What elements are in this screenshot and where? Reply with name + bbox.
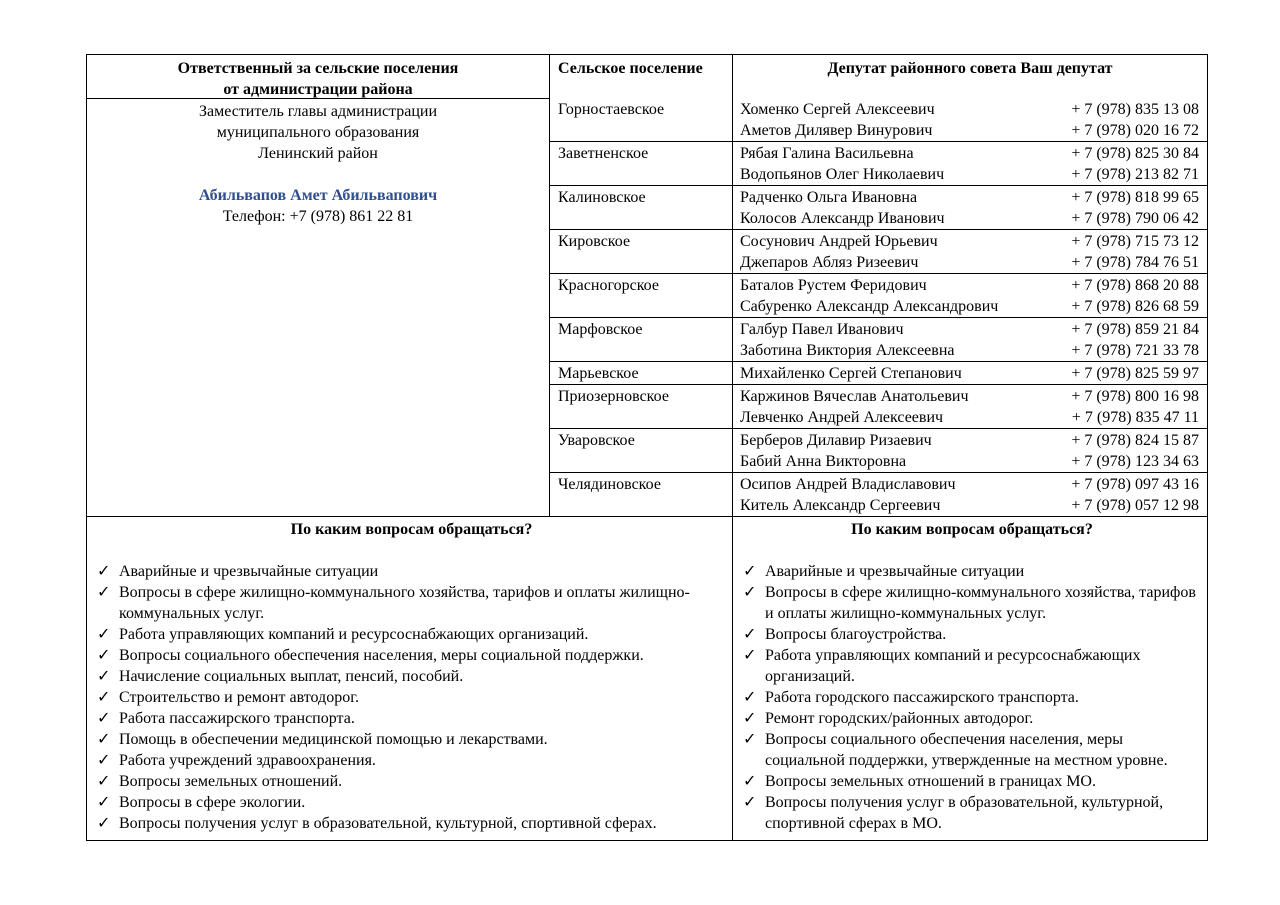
deputy-entry xyxy=(740,340,1199,361)
settlement-row xyxy=(549,98,1208,141)
settlement-row xyxy=(549,384,1208,428)
question-text: Вопросы в сфере жилищно-коммунального хозяйства, тарифов и оплаты жилищно-коммунальных услуг. xyxy=(119,584,690,622)
settlement-name: Заветненское xyxy=(549,141,732,185)
question-item xyxy=(743,708,1201,729)
settlement-row xyxy=(549,273,1208,317)
check-icon: ✓ xyxy=(97,668,111,685)
deputy-phone: + 7 (978) 835 13 08 xyxy=(1071,101,1199,118)
deputies-cell xyxy=(732,141,1208,185)
check-icon: ✓ xyxy=(743,794,757,811)
settlement-row xyxy=(549,428,1208,472)
header-deputy: Депутат районного совета Ваш депутат xyxy=(732,54,1208,98)
settlement-name: Красногорское xyxy=(549,273,732,317)
check-icon: ✓ xyxy=(97,794,111,811)
check-icon: ✓ xyxy=(97,731,111,748)
question-item xyxy=(743,582,1201,624)
deputy-name: Колосов Александр Иванович xyxy=(740,210,945,227)
document-page xyxy=(86,54,1208,841)
questions-right xyxy=(732,516,1208,840)
check-icon: ✓ xyxy=(97,563,111,580)
deputy-name: Галбур Павел Иванович xyxy=(740,321,904,338)
check-icon: ✓ xyxy=(97,710,111,727)
deputy-entry xyxy=(740,430,1199,451)
deputy-phone: + 7 (978) 123 34 63 xyxy=(1071,453,1199,470)
deputy-entry xyxy=(740,296,1199,317)
deputy-phone: + 7 (978) 859 21 84 xyxy=(1071,321,1199,338)
deputy-name: Сабуренко Александр Александрович xyxy=(740,298,999,315)
deputy-name: Радченко Ольга Ивановна xyxy=(740,189,918,206)
questions-left-title: По каким вопросам обращаться? xyxy=(290,521,533,538)
question-text: Работа пассажирского транспорта. xyxy=(119,710,355,727)
deputy-entry xyxy=(740,319,1199,340)
settlement-name: Челядиновское xyxy=(549,472,732,516)
questions-left-list xyxy=(97,561,726,834)
check-icon: ✓ xyxy=(97,647,111,664)
deputies-cell xyxy=(732,98,1208,141)
deputy-phone: + 7 (978) 213 82 71 xyxy=(1071,166,1199,183)
header-responsible-line2: от администрации района xyxy=(223,81,413,98)
check-icon: ✓ xyxy=(97,773,111,790)
deputies-cell xyxy=(732,428,1208,472)
question-item xyxy=(97,561,726,582)
deputy-name: Джепаров Абляз Ризеевич xyxy=(740,254,919,271)
deputy-name: Каржинов Вячеслав Анатольевич xyxy=(740,388,969,405)
question-text: Помощь в обеспечении медицинской помощью и лекарствами. xyxy=(119,731,548,748)
questions-right-title: По каким вопросам обращаться? xyxy=(851,521,1093,538)
check-icon: ✓ xyxy=(97,752,111,769)
settlement-row xyxy=(549,185,1208,229)
deputy-entry xyxy=(740,164,1199,185)
deputy-name: Бабий Анна Викторовна xyxy=(740,453,907,470)
check-icon: ✓ xyxy=(743,563,757,580)
responsible-line1: Заместитель главы администрации xyxy=(198,103,438,120)
question-item xyxy=(97,792,726,813)
question-text: Работа учреждений здравоохранения. xyxy=(119,752,376,769)
deputies-cell xyxy=(732,317,1208,361)
deputy-phone: + 7 (978) 800 16 98 xyxy=(1071,388,1199,405)
deputy-entry xyxy=(740,187,1199,208)
deputy-phone: + 7 (978) 825 59 97 xyxy=(1071,365,1199,382)
deputy-entry xyxy=(740,231,1199,252)
deputy-phone: + 7 (978) 825 30 84 xyxy=(1071,145,1199,162)
deputies-cell xyxy=(732,185,1208,229)
question-item xyxy=(743,792,1201,834)
check-icon: ✓ xyxy=(743,647,757,664)
main-table xyxy=(86,54,1208,516)
question-text: Работа городского пассажирского транспорта. xyxy=(765,689,1079,706)
deputy-name: Хоменко Сергей Алексеевич xyxy=(740,101,935,118)
responsible-name: Абильвапов Амет Абильвапович xyxy=(198,187,438,204)
deputy-phone: + 7 (978) 784 76 51 xyxy=(1071,254,1199,271)
deputy-name: Левченко Андрей Алексеевич xyxy=(740,409,944,426)
deputy-phone: + 7 (978) 790 06 42 xyxy=(1071,210,1199,227)
deputy-phone: + 7 (978) 721 33 78 xyxy=(1071,342,1199,359)
question-item xyxy=(97,687,726,708)
check-icon: ✓ xyxy=(743,773,757,790)
questions-section xyxy=(86,516,1208,841)
deputy-name: Китель Александр Сергеевич xyxy=(740,497,941,514)
deputy-phone: + 7 (978) 715 73 12 xyxy=(1071,233,1199,250)
settlement-row xyxy=(549,472,1208,516)
settlement-name: Марфовское xyxy=(549,317,732,361)
question-item xyxy=(743,624,1201,645)
deputies-cell xyxy=(732,384,1208,428)
header-responsible-line1: Ответственный за сельские поселения xyxy=(177,60,459,77)
question-text: Вопросы социального обеспечения населения, меры социальной поддержки, утвержденные на местном уровне. xyxy=(765,731,1168,769)
check-icon: ✓ xyxy=(743,710,757,727)
check-icon: ✓ xyxy=(97,689,111,706)
responsible-line3: Ленинский район xyxy=(258,145,378,162)
deputy-name: Рябая Галина Васильевна xyxy=(740,145,914,162)
deputy-phone: + 7 (978) 824 15 87 xyxy=(1071,432,1199,449)
deputy-entry xyxy=(740,99,1199,120)
deputy-name: Сосунович Андрей Юрьевич xyxy=(740,233,938,250)
question-item xyxy=(97,582,726,624)
deputy-entry xyxy=(740,275,1199,296)
settlement-name: Приозерновское xyxy=(549,384,732,428)
question-item xyxy=(97,708,726,729)
deputies-cell xyxy=(732,472,1208,516)
deputy-phone: + 7 (978) 868 20 88 xyxy=(1071,277,1199,294)
deputy-name: Заботина Виктория Алексеевна xyxy=(740,342,955,359)
settlement-rows xyxy=(549,98,1208,516)
question-text: Ремонт городских/районных автодорог. xyxy=(765,710,1034,727)
deputy-phone: + 7 (978) 826 68 59 xyxy=(1071,298,1199,315)
deputy-entry xyxy=(740,363,1199,384)
question-item xyxy=(97,750,726,771)
question-text: Вопросы земельных отношений в границах МО. xyxy=(765,773,1096,790)
deputy-name: Осипов Андрей Владиславович xyxy=(740,476,956,493)
question-item xyxy=(743,687,1201,708)
check-icon: ✓ xyxy=(743,689,757,706)
question-item xyxy=(743,561,1201,582)
question-item xyxy=(97,771,726,792)
question-item xyxy=(97,666,726,687)
question-text: Вопросы в сфере жилищно-коммунального хозяйства, тарифов и оплаты жилищно-коммунальных услуг. xyxy=(765,584,1196,622)
settlement-name: Калиновское xyxy=(549,185,732,229)
deputies-cell xyxy=(732,229,1208,273)
deputy-entry xyxy=(740,474,1199,495)
deputy-phone: + 7 (978) 097 43 16 xyxy=(1071,476,1199,493)
deputy-entry xyxy=(740,451,1199,472)
deputy-phone: + 7 (978) 818 99 65 xyxy=(1071,189,1199,206)
deputy-name: Баталов Рустем Феридович xyxy=(740,277,927,294)
settlement-name: Кировское xyxy=(549,229,732,273)
question-text: Вопросы получения услуг в образовательной, культурной, спортивной сферах. xyxy=(119,815,657,832)
deputy-entry xyxy=(740,386,1199,407)
deputy-entry xyxy=(740,120,1199,141)
responsible-line2: муниципального образования xyxy=(216,124,420,141)
settlement-row xyxy=(549,141,1208,185)
check-icon: ✓ xyxy=(743,626,757,643)
deputy-phone: + 7 (978) 057 12 98 xyxy=(1071,497,1199,514)
check-icon: ✓ xyxy=(97,815,111,832)
check-icon: ✓ xyxy=(97,626,111,643)
question-text: Начисление социальных выплат, пенсий, пособий. xyxy=(119,668,464,685)
check-icon: ✓ xyxy=(743,584,757,601)
deputies-cell xyxy=(732,361,1208,384)
deputy-entry xyxy=(740,495,1199,516)
question-item xyxy=(97,624,726,645)
question-text: Вопросы земельных отношений. xyxy=(119,773,343,790)
responsible-phone: Телефон: +7 (978) 861 22 81 xyxy=(222,208,414,225)
question-text: Вопросы социального обеспечения населения, меры социальной поддержки. xyxy=(119,647,644,664)
settlement-name: Уваровское xyxy=(549,428,732,472)
deputies-cell xyxy=(732,273,1208,317)
deputy-phone: + 7 (978) 020 16 72 xyxy=(1071,122,1199,139)
deputy-entry xyxy=(740,143,1199,164)
settlement-row xyxy=(549,229,1208,273)
question-item xyxy=(743,645,1201,687)
question-text: Вопросы в сфере экологии. xyxy=(119,794,306,811)
question-text: Работа управляющих компаний и ресурсоснабжающих организаций. xyxy=(765,647,1141,685)
question-text: Строительство и ремонт автодорог. xyxy=(119,689,359,706)
question-item xyxy=(97,645,726,666)
header-responsible xyxy=(86,54,549,98)
responsible-cell xyxy=(86,98,549,516)
question-item xyxy=(97,813,726,834)
question-text: Вопросы благоустройства. xyxy=(765,626,947,643)
deputy-phone: + 7 (978) 835 47 11 xyxy=(1071,409,1199,426)
question-text: Аварийные и чрезвычайные ситуации xyxy=(765,563,1025,580)
questions-left xyxy=(86,516,732,840)
question-text: Работа управляющих компаний и ресурсоснабжающих организаций. xyxy=(119,626,589,643)
settlement-name: Марьевское xyxy=(549,361,732,384)
deputy-name: Берберов Дилавир Ризаевич xyxy=(740,432,932,449)
deputy-name: Михайленко Сергей Степанович xyxy=(740,365,962,382)
question-text: Вопросы получения услуг в образовательной, культурной, спортивной сферах в МО. xyxy=(765,794,1164,832)
question-text: Аварийные и чрезвычайные ситуации xyxy=(119,563,379,580)
settlement-row xyxy=(549,361,1208,384)
deputy-entry xyxy=(740,252,1199,273)
deputy-name: Аметов Дилявер Винурович xyxy=(740,122,933,139)
question-item xyxy=(743,771,1201,792)
check-icon: ✓ xyxy=(97,584,111,601)
header-settlement: Сельское поселение xyxy=(549,54,732,98)
settlement-row xyxy=(549,317,1208,361)
deputy-entry xyxy=(740,208,1199,229)
question-item xyxy=(743,729,1201,771)
deputy-entry xyxy=(740,407,1199,428)
question-item xyxy=(97,729,726,750)
deputy-name: Водопьянов Олег Николаевич xyxy=(740,166,945,183)
settlement-name: Горностаевское xyxy=(549,98,732,141)
questions-right-list xyxy=(743,561,1201,834)
check-icon: ✓ xyxy=(743,731,757,748)
